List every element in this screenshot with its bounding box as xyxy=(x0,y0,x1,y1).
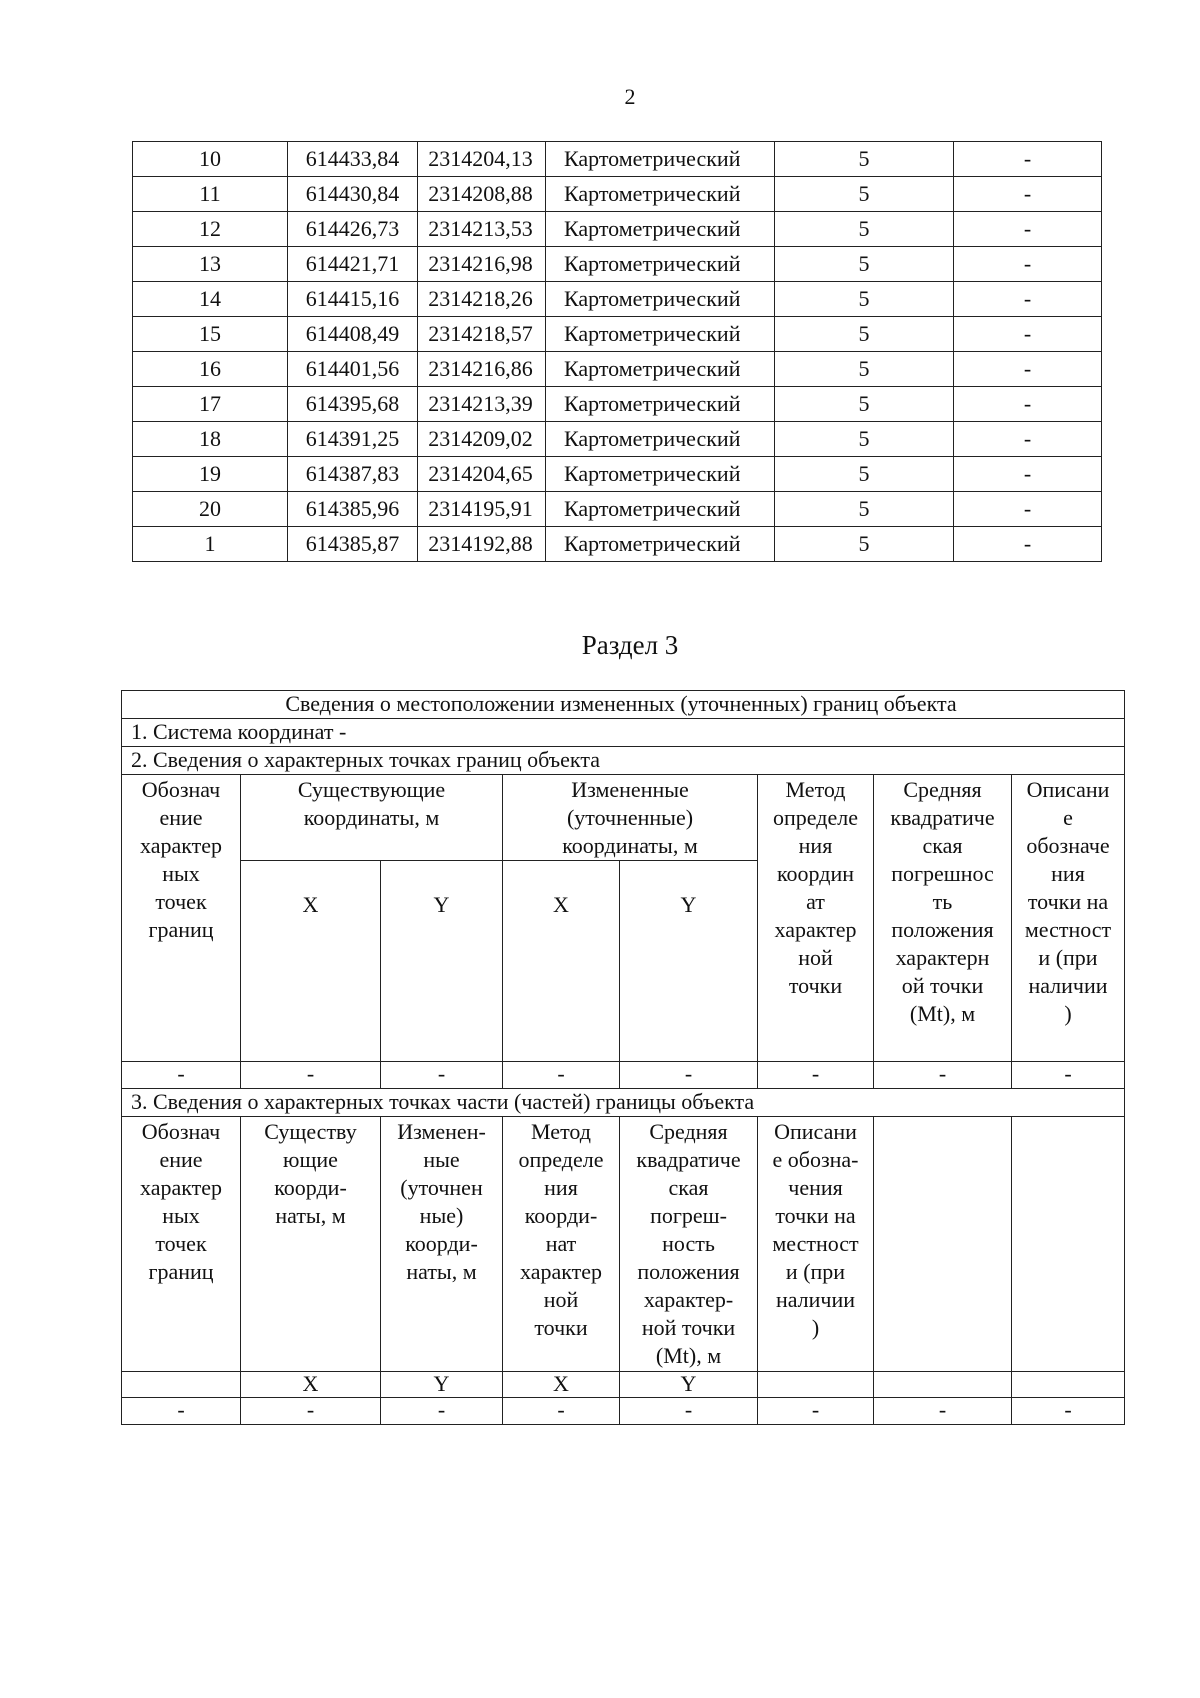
cell-accuracy: 5 xyxy=(775,352,954,387)
empty-cell xyxy=(122,1372,241,1398)
table-cell: - xyxy=(620,1398,758,1425)
cell-accuracy: 5 xyxy=(775,422,954,457)
cell-coord-y: 2314209,02 xyxy=(418,422,546,457)
cell-accuracy: 5 xyxy=(775,247,954,282)
table-cell: - xyxy=(241,1398,381,1425)
boundary-points-table xyxy=(132,141,1102,562)
table-cell: - xyxy=(758,1062,874,1089)
table-row xyxy=(133,212,1102,247)
table-row xyxy=(133,422,1102,457)
cell-coord-x: 614385,96 xyxy=(288,492,418,527)
table-row xyxy=(133,177,1102,212)
table-cell: - xyxy=(874,1398,1012,1425)
table-row xyxy=(133,492,1102,527)
table-cell: - xyxy=(381,1398,503,1425)
empty-cell xyxy=(874,1117,1012,1372)
cell-accuracy: 5 xyxy=(775,142,954,177)
cell-point-number: 19 xyxy=(133,457,288,492)
cell-description: - xyxy=(954,177,1102,212)
cell-coord-x: 614401,56 xyxy=(288,352,418,387)
header-error: Средняя квадратиче ская погреш- ность положения характер- ной точки (Mt), м xyxy=(620,1117,758,1372)
cell-point-number: 11 xyxy=(133,177,288,212)
header-description: Описани е обозначе ния точки на местност и (при наличии ) xyxy=(1012,775,1125,1062)
table-row xyxy=(133,527,1102,562)
header-changed-y: Y xyxy=(620,1372,758,1398)
table-cell: - xyxy=(620,1062,758,1089)
cell-coord-x: 614421,71 xyxy=(288,247,418,282)
table-cell: - xyxy=(1012,1398,1125,1425)
section-title: Раздел 3 xyxy=(581,630,679,660)
table-cell: - xyxy=(122,1398,241,1425)
cell-description: - xyxy=(954,387,1102,422)
header-existing-coords: Существующие координаты, м xyxy=(241,775,503,861)
table-cell: - xyxy=(874,1062,1012,1089)
cell-point-number: 10 xyxy=(133,142,288,177)
table-row xyxy=(122,1398,1125,1425)
cell-method: Картометрический xyxy=(546,247,775,282)
cell-coord-y: 2314216,86 xyxy=(418,352,546,387)
cell-point-number: 1 xyxy=(133,527,288,562)
header-existing-x: X xyxy=(241,861,381,1062)
cell-description: - xyxy=(954,527,1102,562)
table-cell: - xyxy=(503,1398,620,1425)
header-method: Метод определе ния коорди- нат характер ной точки xyxy=(503,1117,620,1372)
cell-description: - xyxy=(954,142,1102,177)
table-row xyxy=(133,317,1102,352)
cell-point-number: 20 xyxy=(133,492,288,527)
header-existing-y: Y xyxy=(381,1372,503,1398)
empty-cell xyxy=(1012,1117,1125,1372)
table-row xyxy=(133,247,1102,282)
cell-point-number: 18 xyxy=(133,422,288,457)
cell-point-number: 16 xyxy=(133,352,288,387)
cell-accuracy: 5 xyxy=(775,527,954,562)
table-row xyxy=(133,352,1102,387)
cell-accuracy: 5 xyxy=(775,177,954,212)
cell-coord-y: 2314213,53 xyxy=(418,212,546,247)
cell-method: Картометрический xyxy=(546,422,775,457)
cell-method: Картометрический xyxy=(546,177,775,212)
table-row xyxy=(133,387,1102,422)
table-cell: - xyxy=(241,1062,381,1089)
cell-description: - xyxy=(954,352,1102,387)
cell-accuracy: 5 xyxy=(775,492,954,527)
cell-point-number: 15 xyxy=(133,317,288,352)
cell-coord-y: 2314218,26 xyxy=(418,282,546,317)
header-changed-x: X xyxy=(503,1372,620,1398)
table-cell: - xyxy=(503,1062,620,1089)
cell-accuracy: 5 xyxy=(775,387,954,422)
cell-coord-x: 614385,87 xyxy=(288,527,418,562)
cell-coord-x: 614430,84 xyxy=(288,177,418,212)
changed-boundaries-table xyxy=(121,690,1125,1425)
table-cell: - xyxy=(1012,1062,1125,1089)
cell-point-number: 12 xyxy=(133,212,288,247)
empty-cell xyxy=(758,1372,874,1398)
cell-coord-x: 614395,68 xyxy=(288,387,418,422)
cell-method: Картометрический xyxy=(546,212,775,247)
header-existing-x: X xyxy=(241,1372,381,1398)
header-existing-y: Y xyxy=(381,861,503,1062)
empty-cell xyxy=(1012,1372,1125,1398)
cell-coord-y: 2314204,13 xyxy=(418,142,546,177)
cell-coord-y: 2314213,39 xyxy=(418,387,546,422)
cell-description: - xyxy=(954,247,1102,282)
table-cell: - xyxy=(758,1398,874,1425)
cell-method: Картометрический xyxy=(546,317,775,352)
cell-point-number: 13 xyxy=(133,247,288,282)
subsection-3-title: 3. Сведения о характерных точках части (частей) границы объекта xyxy=(122,1089,1125,1117)
cell-description: - xyxy=(954,457,1102,492)
cell-method: Картометрический xyxy=(546,527,775,562)
header-changed-y: Y xyxy=(620,861,758,1062)
empty-cell xyxy=(874,1372,1012,1398)
cell-description: - xyxy=(954,317,1102,352)
header-existing-coords: Существу ющие коорди- наты, м xyxy=(241,1117,381,1372)
cell-method: Картометрический xyxy=(546,142,775,177)
cell-method: Картометрический xyxy=(546,352,775,387)
table-row xyxy=(133,142,1102,177)
coord-system-row: 1. Система координат - xyxy=(122,719,1125,747)
cell-point-number: 17 xyxy=(133,387,288,422)
cell-coord-y: 2314218,57 xyxy=(418,317,546,352)
subsection-2-title: 2. Сведения о характерных точках границ объекта xyxy=(122,747,1125,775)
header-designation: Обознач ение характер ных точек границ xyxy=(122,1117,241,1372)
cell-coord-x: 614426,73 xyxy=(288,212,418,247)
cell-description: - xyxy=(954,492,1102,527)
header-method: Метод определе ния координ ат характер ной точки xyxy=(758,775,874,1062)
cell-method: Картометрический xyxy=(546,282,775,317)
header-error: Средняя квадратиче ская погрешнос ть положения характерн ой точки (Mt), м xyxy=(874,775,1012,1062)
cell-coord-y: 2314204,65 xyxy=(418,457,546,492)
table-row xyxy=(133,457,1102,492)
table-cell: - xyxy=(381,1062,503,1089)
cell-coord-x: 614391,25 xyxy=(288,422,418,457)
cell-coord-y: 2314192,88 xyxy=(418,527,546,562)
cell-coord-x: 614415,16 xyxy=(288,282,418,317)
cell-method: Картометрический xyxy=(546,492,775,527)
cell-coord-y: 2314195,91 xyxy=(418,492,546,527)
cell-method: Картометрический xyxy=(546,387,775,422)
table-row xyxy=(122,1062,1125,1089)
cell-description: - xyxy=(954,422,1102,457)
cell-coord-x: 614387,83 xyxy=(288,457,418,492)
cell-accuracy: 5 xyxy=(775,457,954,492)
page-number: 2 xyxy=(624,84,636,109)
cell-point-number: 14 xyxy=(133,282,288,317)
cell-method: Картометрический xyxy=(546,457,775,492)
header-changed-x: X xyxy=(503,861,620,1062)
cell-coord-y: 2314208,88 xyxy=(418,177,546,212)
cell-accuracy: 5 xyxy=(775,212,954,247)
header-designation: Обознач ение характер ных точек границ xyxy=(122,775,241,1062)
table-cell: - xyxy=(122,1062,241,1089)
table-title: Сведения о местоположении измененных (уточненных) границ объекта xyxy=(122,691,1125,719)
cell-coord-x: 614408,49 xyxy=(288,317,418,352)
cell-description: - xyxy=(954,282,1102,317)
cell-accuracy: 5 xyxy=(775,282,954,317)
header-description: Описани е обозна- чения точки на местност и (при наличии ) xyxy=(758,1117,874,1372)
cell-description: - xyxy=(954,212,1102,247)
cell-coord-y: 2314216,98 xyxy=(418,247,546,282)
header-changed-coords: Изменен- ные (уточнен ные) коорди- наты, м xyxy=(381,1117,503,1372)
cell-accuracy: 5 xyxy=(775,317,954,352)
cell-coord-x: 614433,84 xyxy=(288,142,418,177)
header-changed-coords: Измененные (уточненные) координаты, м xyxy=(503,775,758,861)
table-row xyxy=(133,282,1102,317)
